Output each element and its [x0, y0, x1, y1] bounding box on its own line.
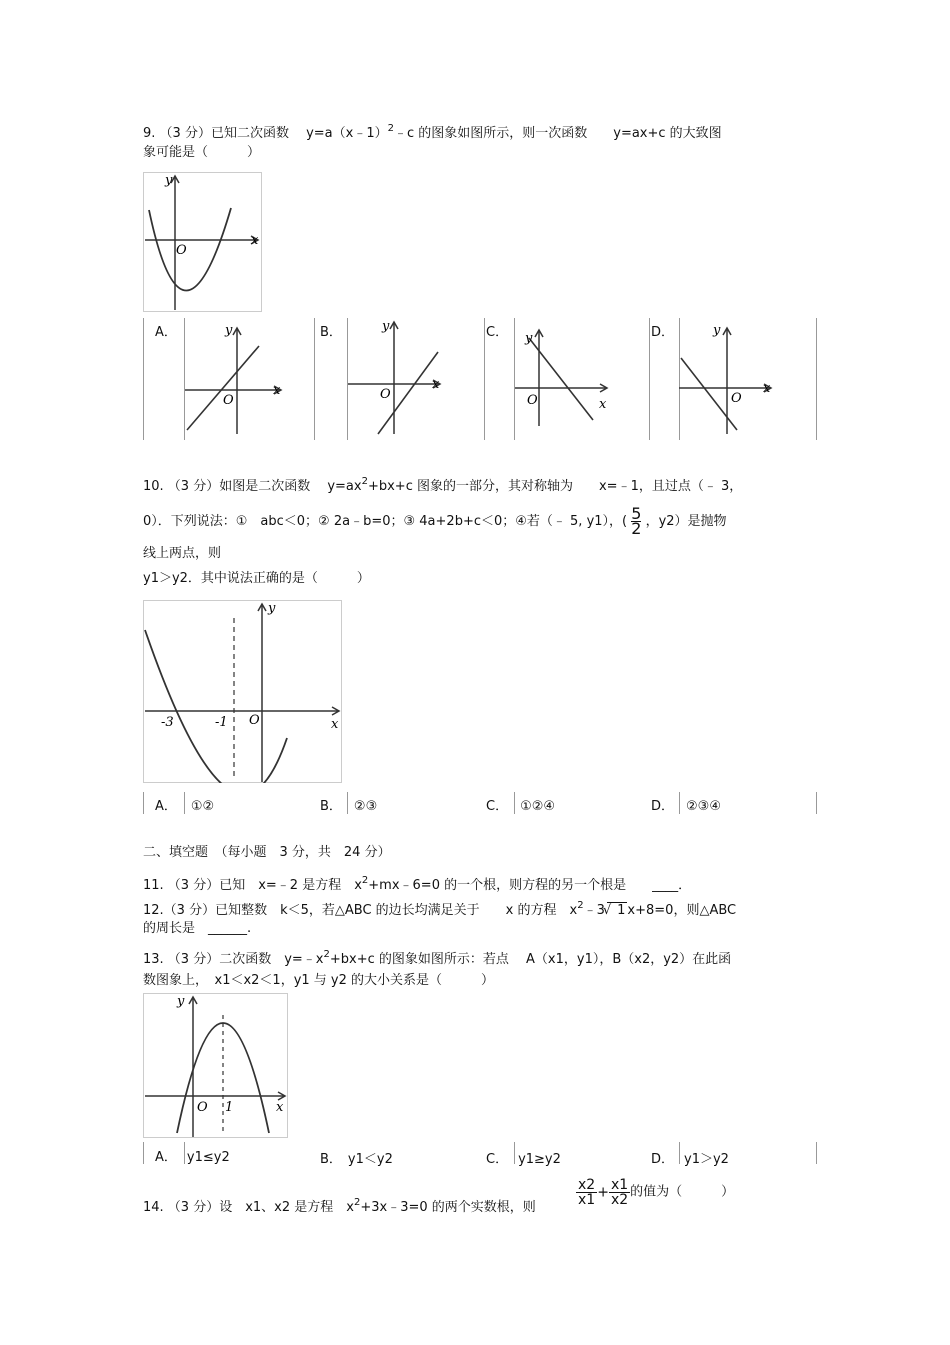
svg-text:O: O — [197, 1100, 208, 1115]
q10-text-b: +bx+c 图象的一部分，其对称轴为 x=﹣1，且过点（﹣ 3， — [367, 479, 743, 494]
q10-line2 — [143, 504, 727, 538]
svg-text:y: y — [225, 323, 233, 338]
q9-option-c-graph[interactable] — [513, 322, 617, 434]
q13-parabola-graph — [143, 993, 289, 1138]
svg-text:O: O — [380, 387, 391, 402]
q13-option-b[interactable]: B． y1＜y2 — [320, 1152, 393, 1167]
q14-fraction-2: $\frac{x1}{x2}$ — [610, 1177, 629, 1208]
q10-option-b[interactable]: B． ②③ — [320, 799, 378, 814]
origin-label: O — [176, 243, 187, 258]
tick-neg3: -3 — [161, 715, 174, 730]
svg-text:y: y — [382, 319, 390, 334]
q14-expression: $\frac{x2}{x1}$ + $\frac{x1}{x2}$ 的值为（ ） — [578, 1177, 735, 1208]
svg-text:O: O — [223, 393, 234, 408]
q10-sup: 2 — [361, 476, 368, 487]
q9-sup: 2 — [387, 123, 394, 134]
q13-line1: 13. （3 分）二次函数 $y=﹣x^2+bx+c$ 的图象如图所示：若点 A（x1，y1），B（x2，y2）在此函 — [143, 949, 732, 967]
q11-line: 11. （3 分）已知 x=﹣2 是方程 $x^2+mx﹣6=0$ 的一个根，则方程的另一个根是 ____． — [143, 875, 692, 893]
svg-text:x: x — [276, 1100, 284, 1115]
q10-line1 — [143, 473, 742, 496]
q13-line2: 数图象上， x1＜x2＜1，y1 与 y2 的大小关系是（ ） — [143, 973, 495, 988]
svg-text:x: x — [432, 377, 440, 392]
q10-text-a: 10. （3 分）如图是二次函数 y=ax — [143, 479, 362, 494]
q14-line: 14. （3 分）设 x1、x2 是方程 $x^2+3x﹣3=0$ 的两个实数根，则 — [143, 1197, 536, 1215]
q10-option-c[interactable]: C． ①②④ — [486, 799, 556, 814]
q10-text-d: ，y2）是抛物 — [645, 514, 727, 529]
q10-fraction: $\frac{5}{2}$ — [631, 504, 642, 538]
svg-text:y: y — [713, 323, 721, 338]
q12-sqrt: √ 1 — [602, 903, 626, 918]
q10-option-a[interactable]: A． ①② — [155, 799, 215, 814]
q13-option-a[interactable]: A． y1≤y2 — [155, 1150, 230, 1165]
q9-option-b-label[interactable]: B． — [320, 325, 342, 340]
svg-text:x: x — [273, 383, 281, 398]
q9-text-b: ﹣c 的图象如图所示，则一次函数 y=ax+c 的大致图 — [393, 126, 722, 141]
q9-option-a-graph[interactable] — [183, 322, 287, 437]
q9-line1 — [143, 120, 722, 143]
q9-option-d-graph[interactable] — [677, 322, 777, 437]
parabola — [145, 630, 287, 783]
q9-option-c-label[interactable]: C． — [486, 325, 509, 340]
y-label: y — [165, 173, 173, 188]
tick-neg1: -1 — [215, 715, 228, 730]
svg-text:y: y — [268, 601, 276, 616]
svg-text:O: O — [527, 393, 538, 408]
svg-text:x: x — [763, 381, 771, 396]
parabola — [149, 208, 231, 291]
q9-option-b-graph[interactable] — [346, 318, 446, 438]
q12-line2: 的周长是 ______. — [143, 921, 252, 936]
q9-parabola-graph — [143, 172, 263, 312]
svg-text:O: O — [731, 391, 742, 406]
q9-text-a: 9. （3 分）已知二次函数 y=a（x﹣1） — [143, 126, 388, 141]
q13-option-c[interactable]: C． y1≥y2 — [486, 1152, 561, 1167]
q10-option-d[interactable]: D． ②③④ — [651, 799, 721, 814]
q10-line4: y1＞y2．其中说法正确的是（ ） — [143, 571, 370, 586]
x-label: x — [251, 233, 259, 248]
svg-text:x: x — [599, 397, 607, 412]
q12-line1: 12.（3 分）已知整数 k＜5，若△ABC 的边长均满足关于 x 的方程 $x^2﹣3√$ 1 x+8=0，则△ABC — [143, 900, 737, 918]
svg-text:y: y — [525, 331, 533, 346]
q9-option-a-label[interactable]: A． — [155, 325, 177, 340]
q9-option-d-label[interactable]: D． — [651, 325, 675, 340]
q10-text-c: 0）．下列说法：① abc＜0；② 2a﹣b=0；③ 4a+2b+c＜0；④若（﹣ 5, y1），( — [143, 514, 628, 529]
tick-1: 1 — [225, 1100, 234, 1115]
section2-title: 二、填空题 （每小题 3 分，共 24 分） — [143, 845, 391, 860]
svg-text:x: x — [331, 717, 339, 732]
q14-fraction-1: $\frac{x2}{x1}$ — [578, 1177, 596, 1208]
q10-parabola-graph — [143, 600, 343, 783]
q9-line2: 象可能是（ ） — [143, 145, 261, 160]
svg-text:O: O — [249, 713, 260, 728]
q13-option-d[interactable]: D． y1＞y2 — [651, 1152, 729, 1167]
q10-line3: 线上两点，则 — [143, 546, 222, 561]
svg-text:y: y — [177, 994, 185, 1009]
